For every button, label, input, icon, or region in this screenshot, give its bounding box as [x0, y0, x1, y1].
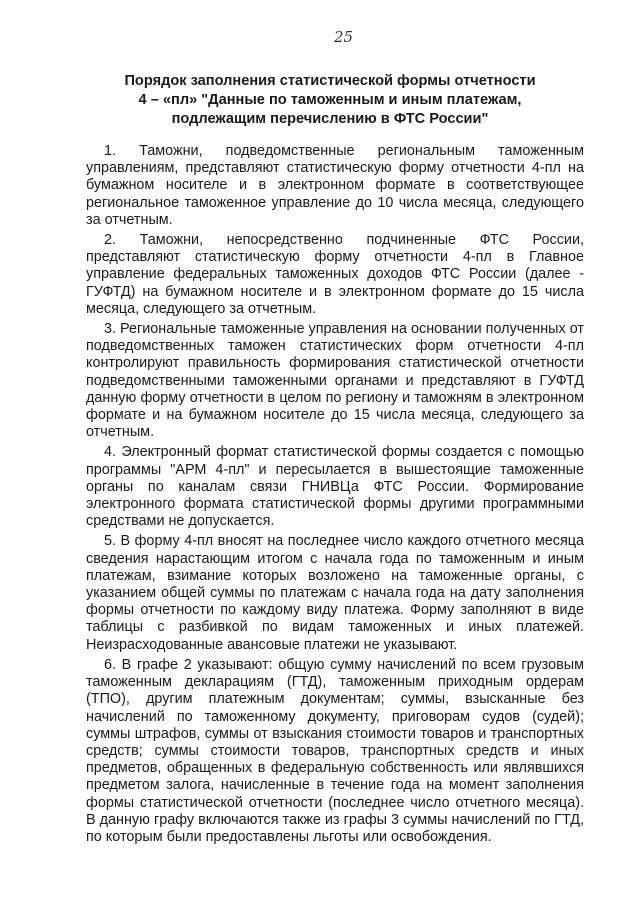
document-title [60, 72, 600, 129]
paragraph-5: 5. В форму 4-пл вносят на последнее число каждого отчетного месяца сведения нарастающим итогом с начала года по таможенным и иным платежам, взимание которых возложено на таможенные органы, с указанием общей суммы по платежам с начала года на дату заполнения формы отчетности по каждому виду платежа. Форму заполняют в виде таблицы с разбивкой по видам таможенных и иных платежей. Неизрасходованные авансовые платежи не указывают. [86, 533, 584, 653]
paragraph-2: 2. Таможни, непосредственно подчиненные ФТС России, представляют статистическую форму отчетности 4-пл в Главное управление федеральных таможенных доходов ФТС России (далее - ГУФТД) на бумажном носителе и в электронном формате до 15 числа месяца, следующего за отчетным. [86, 232, 584, 317]
title-line-2: 4 – «пл» "Данные по таможенным и иным платежам, [138, 92, 522, 108]
document-body [86, 143, 584, 849]
paragraph-3: 3. Региональные таможенные управления на основании полученных от подведомственных таможен статистических форм отчетности 4-пл контролируют правильность формирования статистической отчетности подведомственными таможенными органами и представляют в ГУФТД данную форму отчетности в целом по региону и таможням в электронном формате и на бумажном носителе до 15 числа месяца, следующего за отчетным. [86, 321, 584, 441]
paragraph-1: 1. Таможни, подведомственные региональным таможенным управлениям, представляют статистическую форму отчетности 4-пл на бумажном носителе и в электронном формате в соответствующее региональное таможенное управление до 10 числа месяца, следующего за отчетным. [86, 143, 584, 228]
title-line-3: подлежащим перечислению в ФТС России" [171, 111, 489, 127]
paragraph-4: 4. Электронный формат статистической формы создается с помощью программы "АРМ 4-пл" и пересылается в вышестоящие таможенные органы по каналам связи ГНИВЦа ФТС России. Формирование электронного формата статистической формы другими программными средствами не допускается. [86, 444, 584, 530]
paragraph-6: 6. В графе 2 указывают: общую сумму начислений по всем грузовым таможенным декларациям (ГТД), таможенным приходным ордерам (ТПО), другим платежным документам; суммы, взысканные без начислений по таможенному документу, приговорам судов (судей); суммы штрафов, суммы от взыскания стоимости товаров и транспортных средств; суммы стоимости товаров, транспортных средств и иных предметов, обращенных в федеральную собственность или являвшихся предметом залога, начисленные в течение года на момент заполнения формы статистической отчетности (последнее число отчетного месяца). В данную графу включаются также из графы 3 суммы начислений по ГТД, по которым были предоставлены льготы или освобождения. [86, 656, 584, 845]
page-number: 25 [334, 28, 354, 46]
title-line-1: Порядок заполнения статистической формы отчетности [124, 73, 536, 89]
